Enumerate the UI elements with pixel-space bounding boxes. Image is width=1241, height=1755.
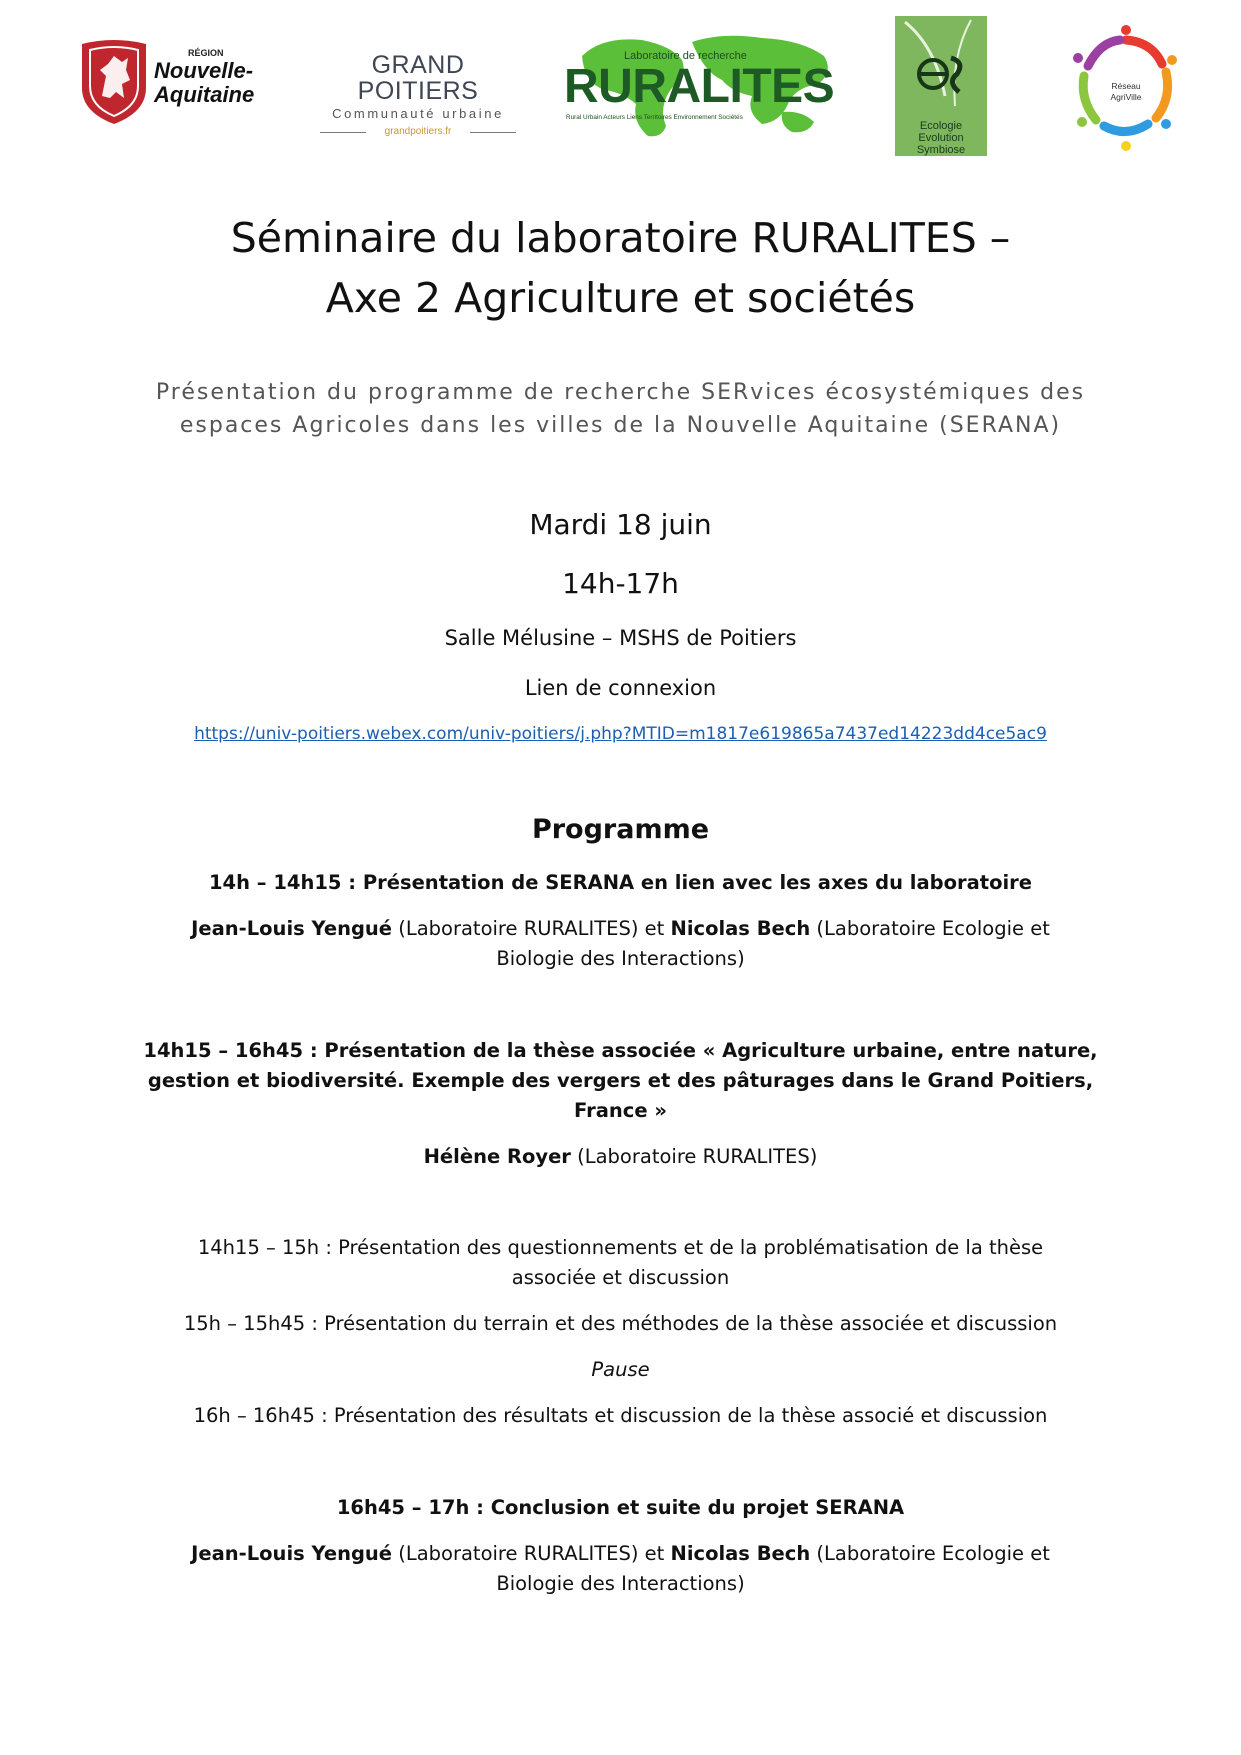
ruralites-name: RURALITES: [564, 60, 835, 113]
nouvelle-aquitaine-logo: [78, 36, 268, 126]
speaker-affiliation: (Laboratoire RURALITES) et: [392, 917, 671, 940]
pause-label: Pause: [591, 1358, 650, 1381]
item2-title-line1: 14h15 – 16h45 : Présentation de la thèse associée « Agriculture urbaine, entre nature,: [143, 1039, 1098, 1062]
ees-line2: Evolution: [918, 132, 964, 144]
speaker-affiliation: (Laboratoire Ecologie et: [810, 1542, 1050, 1565]
speaker-affiliation: (Laboratoire Ecologie et: [810, 917, 1050, 940]
ruralites-logo: [562, 26, 842, 146]
webex-link[interactable]: https://univ-poitiers.webex.com/univ-poitiers/j.php?MTID=m1817e619865a7437ed14223dd4ce5ac9: [194, 724, 1047, 744]
connection-link-row: [0, 724, 1241, 744]
speaker-name: Hélène Royer: [423, 1145, 571, 1168]
grand-poitiers-website: grandpoitiers.fr: [318, 126, 518, 137]
shield-icon: [78, 36, 150, 126]
speaker-name: Nicolas Bech: [670, 917, 811, 940]
agriville-line1: Réseau: [1111, 81, 1141, 91]
ees-line1: Ecologie: [919, 120, 963, 132]
grand-poitiers-name: GRAND POITIERS: [357, 51, 479, 105]
item2-title-line2: gestion et biodiversité. Exemple des vergers et des pâturages dans le Grand Poitiers,: [147, 1069, 1094, 1092]
item1-speakers-line2: Biologie des Interactions): [496, 947, 745, 970]
programme-heading: Programme: [531, 814, 710, 845]
item3-speakers: [0, 1539, 1241, 1569]
logo-bar: [0, 8, 1241, 158]
item2-title-line3: France »: [574, 1099, 667, 1122]
item3-title: 16h45 – 17h : Conclusion et suite du projet SERANA: [336, 1496, 905, 1519]
sub-session1-line2: associée et discussion: [511, 1266, 730, 1289]
event-date: Mardi 18 juin: [529, 508, 712, 541]
page-title-line2: Axe 2 Agriculture et sociétés: [325, 274, 916, 322]
item2-speaker: [0, 1142, 1241, 1172]
item1-speakers: [0, 914, 1241, 944]
page-title-line1: Séminaire du laboratoire RURALITES –: [230, 214, 1011, 262]
ees-logo: [895, 16, 987, 156]
speaker-name: Jean-Louis Yengué: [191, 1542, 393, 1565]
agriville-line2: AgriVille: [1110, 92, 1142, 102]
item3-speakers-line2: Biologie des Interactions): [496, 1572, 745, 1595]
agriville-logo: [1068, 24, 1184, 154]
region-name-line1: Nouvelle-: [154, 58, 254, 83]
ees-line3: Symbiose: [916, 144, 966, 156]
grand-poitiers-subtitle: Communauté urbaine: [332, 106, 504, 121]
sub-session1-line1: 14h15 – 15h : Présentation des questionnements et de la problématisation de la thèse: [197, 1236, 1044, 1259]
speaker-affiliation: (Laboratoire RURALITES) et: [392, 1542, 671, 1565]
grand-poitiers-logo: [318, 51, 518, 137]
region-name-line2: Aquitaine: [154, 82, 255, 107]
ees-emblem-icon: [895, 16, 987, 120]
region-label: RÉGION: [188, 48, 224, 58]
event-hours: 14h-17h: [562, 567, 679, 600]
event-location: Salle Mélusine – MSHS de Poitiers: [444, 626, 797, 650]
item1-title: 14h – 14h15 : Présentation de SERANA en lien avec les axes du laboratoire: [208, 871, 1033, 894]
sub-session3: 16h – 16h45 : Présentation des résultats et discussion de la thèse associé et discussion: [193, 1404, 1048, 1427]
sub-session2: 15h – 15h45 : Présentation du terrain et des méthodes de la thèse associée et discussion: [183, 1312, 1058, 1335]
subtitle-line2: espaces Agricoles dans les villes de la Nouvelle Aquitaine (SERANA): [179, 413, 1062, 438]
speaker-affiliation: (Laboratoire RURALITES): [570, 1145, 818, 1168]
ruralites-subtitle: Rural Urbain Acteurs Liens Territoires Environnement Sociétés: [566, 114, 743, 121]
connection-link-label: Lien de connexion: [524, 676, 717, 700]
speaker-name: Nicolas Bech: [670, 1542, 811, 1565]
ruralites-tagline: Laboratoire de recherche: [624, 50, 747, 62]
speaker-name: Jean-Louis Yengué: [191, 917, 393, 940]
subtitle-line1: Présentation du programme de recherche SERvices écosystémiques des: [155, 380, 1086, 405]
